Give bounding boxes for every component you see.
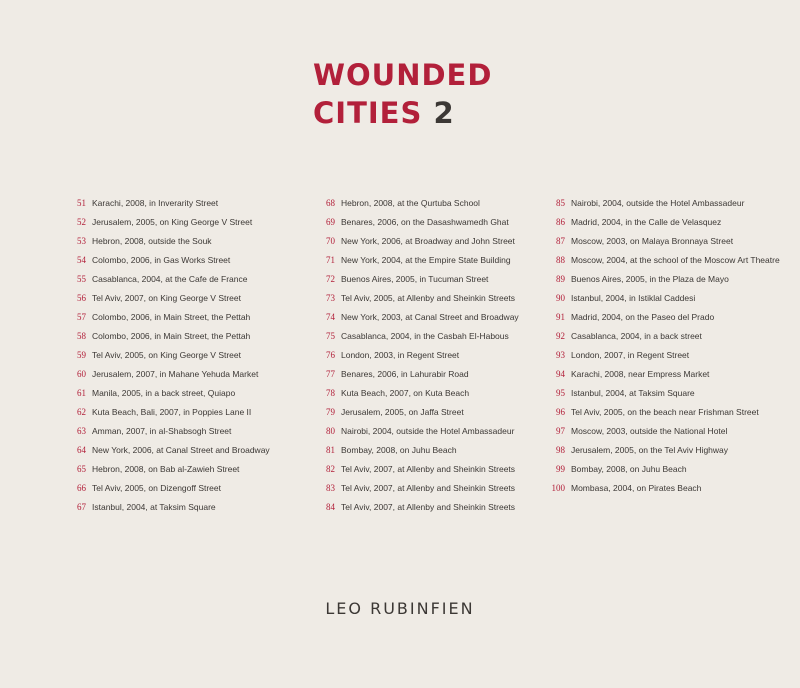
plate-entry — [50, 212, 270, 231]
plate-entry — [529, 421, 780, 440]
plate-entry — [529, 288, 780, 307]
author-name: LEO RUBINFIEN — [325, 599, 475, 618]
plate-entry — [50, 250, 270, 269]
plate-page-number: 57 — [77, 311, 86, 322]
plate-entry — [529, 345, 780, 364]
title-word-cities: CITIES — [313, 96, 423, 130]
plate-entry — [529, 212, 780, 231]
plate-caption: Nairobi, 2004, outside the Hotel Ambassadeur — [341, 425, 515, 436]
plate-caption: Jerusalem, 2005, on King George V Street — [92, 216, 253, 227]
plate-page-number: 78 — [326, 387, 335, 398]
plate-page-number: 99 — [556, 463, 565, 474]
plate-caption: Madrid, 2004, on the Paseo del Prado — [571, 311, 715, 322]
plate-caption: Jerusalem, 2005, on Jaffa Street — [341, 406, 464, 417]
plate-caption: Nairobi, 2004, outside the Hotel Ambassadeur — [571, 197, 745, 208]
plate-entry — [50, 364, 270, 383]
plate-caption: London, 2003, in Regent Street — [341, 349, 460, 360]
plate-page-number: 70 — [326, 235, 335, 246]
plate-page-number: 92 — [556, 330, 565, 341]
plate-page-number: 77 — [326, 368, 335, 379]
plate-caption: Casablanca, 2004, at the Cafe de France — [92, 273, 248, 284]
plate-entry — [529, 326, 780, 345]
plate-page-number: 73 — [326, 292, 335, 303]
plate-page-number: 76 — [326, 349, 335, 360]
plate-caption: Hebron, 2008, at the Qurtuba School — [341, 197, 480, 208]
plate-entry — [50, 307, 270, 326]
plate-entry — [50, 288, 270, 307]
plate-page-number: 55 — [77, 273, 86, 284]
plate-page-number: 83 — [326, 482, 335, 493]
plate-entry — [50, 383, 270, 402]
plate-caption: Kuta Beach, 2007, on Kuta Beach — [341, 387, 470, 398]
title-volume-number: 2 — [433, 96, 455, 130]
plate-caption: Bombay, 2008, on Juhu Beach — [341, 444, 457, 455]
plate-entry — [50, 193, 270, 212]
plate-entry — [299, 478, 519, 497]
plate-entry — [50, 269, 270, 288]
plate-page-number: 64 — [77, 444, 86, 455]
plate-entry — [529, 364, 780, 383]
plate-entry — [529, 231, 780, 250]
plate-caption: Karachi, 2008, near Empress Market — [571, 368, 710, 379]
plate-entry — [50, 402, 270, 421]
plate-page-number: 59 — [77, 349, 86, 360]
plate-caption: Hebron, 2008, on Bab al-Zawieh Street — [92, 463, 240, 474]
plate-entry — [50, 478, 270, 497]
plate-page-number: 54 — [77, 254, 86, 265]
plate-entry — [50, 497, 270, 516]
plate-entry — [529, 383, 780, 402]
plate-page-number: 90 — [556, 292, 565, 303]
plate-caption: Benares, 2006, on the Dasashwamedh Ghat — [341, 216, 509, 227]
plate-caption: Amman, 2007, in al-Shabsogh Street — [92, 425, 232, 436]
plate-page-number: 89 — [556, 273, 565, 284]
plate-entry — [50, 421, 270, 440]
plate-page-number: 94 — [556, 368, 565, 379]
plate-page-number: 81 — [326, 444, 335, 455]
plate-page-number: 65 — [77, 463, 86, 474]
plate-entry — [299, 307, 519, 326]
plate-entry — [299, 326, 519, 345]
plate-page-number: 71 — [326, 254, 335, 265]
plate-page-number: 53 — [77, 235, 86, 246]
plate-entry — [299, 250, 519, 269]
plate-list-column-2 — [299, 193, 519, 516]
plate-page-number: 69 — [326, 216, 335, 227]
plate-caption: Colombo, 2006, in Main Street, the Pettah — [92, 311, 251, 322]
plate-entry — [299, 383, 519, 402]
plate-caption: New York, 2004, at the Empire State Building — [341, 254, 511, 265]
plate-caption: Tel Aviv, 2005, on King George V Street — [92, 349, 241, 360]
plate-page-number: 75 — [326, 330, 335, 341]
plate-caption: Karachi, 2008, in Inverarity Street — [92, 197, 219, 208]
plate-page-number: 87 — [556, 235, 565, 246]
plate-entry — [299, 440, 519, 459]
plate-page-number: 93 — [556, 349, 565, 360]
plate-page-number: 56 — [77, 292, 86, 303]
plate-caption: Moscow, 2003, outside the National Hotel — [571, 425, 728, 436]
plate-caption: Buenos Aires, 2005, in Tucuman Street — [341, 273, 489, 284]
plate-list-column-3 — [529, 193, 780, 497]
plate-entry — [50, 326, 270, 345]
plate-caption: Hebron, 2008, outside the Souk — [92, 235, 212, 246]
plate-page-number: 82 — [326, 463, 335, 474]
plate-page-number: 52 — [77, 216, 86, 227]
plate-entry — [50, 459, 270, 478]
plate-entry — [299, 269, 519, 288]
plate-caption: Tel Aviv, 2007, at Allenby and Sheinkin Streets — [341, 501, 516, 512]
title-line-2 — [313, 94, 492, 132]
plate-caption: Benares, 2006, in Lahurabir Road — [341, 368, 469, 379]
plate-page-number: 58 — [77, 330, 86, 341]
plate-entry — [529, 307, 780, 326]
plate-page-number: 88 — [556, 254, 565, 265]
plate-entry — [299, 459, 519, 478]
plate-caption: Kuta Beach, Bali, 2007, in Poppies Lane II — [92, 406, 252, 417]
plate-caption: London, 2007, in Regent Street — [571, 349, 690, 360]
plate-entry — [299, 345, 519, 364]
plate-page-number: 66 — [77, 482, 86, 493]
plate-page-number: 95 — [556, 387, 565, 398]
plate-page-number: 79 — [326, 406, 335, 417]
plate-page-number: 67 — [77, 501, 86, 512]
plate-caption: Colombo, 2006, in Main Street, the Pettah — [92, 330, 251, 341]
plate-caption: Tel Aviv, 2005, at Allenby and Sheinkin Streets — [341, 292, 516, 303]
plate-page-number: 100 — [551, 482, 565, 493]
plate-entry — [529, 459, 780, 478]
plate-page-number: 60 — [77, 368, 86, 379]
plate-caption: Tel Aviv, 2007, at Allenby and Sheinkin Streets — [341, 482, 516, 493]
plate-page-number: 61 — [77, 387, 86, 398]
plate-caption: New York, 2006, at Broadway and John Street — [341, 235, 515, 246]
plate-caption: Moscow, 2003, on Malaya Bronnaya Street — [571, 235, 734, 246]
plate-page-number: 84 — [326, 501, 335, 512]
plate-caption: Jerusalem, 2007, in Mahane Yehuda Market — [92, 368, 259, 379]
plate-entry — [529, 269, 780, 288]
plate-page-number: 68 — [326, 197, 335, 208]
plate-caption: Manila, 2005, in a back street, Quiapo — [92, 387, 236, 398]
plate-list-column-1 — [50, 193, 270, 516]
plate-entry — [50, 440, 270, 459]
plate-entry — [299, 364, 519, 383]
plate-page-number: 91 — [556, 311, 565, 322]
plate-page-number: 74 — [326, 311, 335, 322]
plate-caption: Tel Aviv, 2007, on King George V Street — [92, 292, 241, 303]
plate-page-number: 51 — [77, 197, 86, 208]
plate-caption: Istanbul, 2004, at Taksim Square — [571, 387, 695, 398]
plate-entry — [529, 402, 780, 421]
plate-caption: New York, 2003, at Canal Street and Broadway — [341, 311, 519, 322]
plate-page-number: 85 — [556, 197, 565, 208]
plate-page-number: 72 — [326, 273, 335, 284]
plate-entry — [529, 250, 780, 269]
plate-entry — [299, 212, 519, 231]
plate-caption: Istanbul, 2004, in Istiklal Caddesi — [571, 292, 696, 303]
plate-caption: Buenos Aires, 2005, in the Plaza de Mayo — [571, 273, 729, 284]
plate-entry — [529, 440, 780, 459]
plate-entry — [50, 231, 270, 250]
plate-page-number: 80 — [326, 425, 335, 436]
plate-caption: Casablanca, 2004, in the Casbah El-Habous — [341, 330, 509, 341]
plate-entry — [299, 402, 519, 421]
plate-caption: Jerusalem, 2005, on the Tel Aviv Highway — [571, 444, 729, 455]
plate-entry — [299, 193, 519, 212]
plate-caption: Istanbul, 2004, at Taksim Square — [92, 501, 216, 512]
plate-page-number: 62 — [77, 406, 86, 417]
plate-page-number: 96 — [556, 406, 565, 417]
plate-caption: Bombay, 2008, on Juhu Beach — [571, 463, 687, 474]
plate-page-number: 86 — [556, 216, 565, 227]
book-title — [313, 56, 492, 132]
plate-entry — [299, 288, 519, 307]
plate-caption: Tel Aviv, 2007, at Allenby and Sheinkin Streets — [341, 463, 516, 474]
plate-caption: Moscow, 2004, at the school of the Moscow Art Theatre — [571, 254, 780, 265]
title-line-1: WOUNDED — [313, 58, 493, 92]
plate-caption: Tel Aviv, 2005, on Dizengoff Street — [92, 482, 221, 493]
plate-entry — [299, 231, 519, 250]
plate-page-number: 63 — [77, 425, 86, 436]
plate-caption: Colombo, 2006, in Gas Works Street — [92, 254, 231, 265]
plate-entry — [529, 193, 780, 212]
plate-page-number: 98 — [556, 444, 565, 455]
plate-page-number: 97 — [556, 425, 565, 436]
plate-caption: New York, 2006, at Canal Street and Broadway — [92, 444, 270, 455]
plate-entry — [299, 497, 519, 516]
plate-entry — [529, 478, 780, 497]
plate-caption: Madrid, 2004, in the Calle de Velasquez — [571, 216, 722, 227]
plate-caption: Tel Aviv, 2005, on the beach near Frishman Street — [571, 406, 759, 417]
plate-entry — [299, 421, 519, 440]
plate-caption: Casablanca, 2004, in a back street — [571, 330, 702, 341]
plate-caption: Mombasa, 2004, on Pirates Beach — [571, 482, 702, 493]
plate-entry — [50, 345, 270, 364]
